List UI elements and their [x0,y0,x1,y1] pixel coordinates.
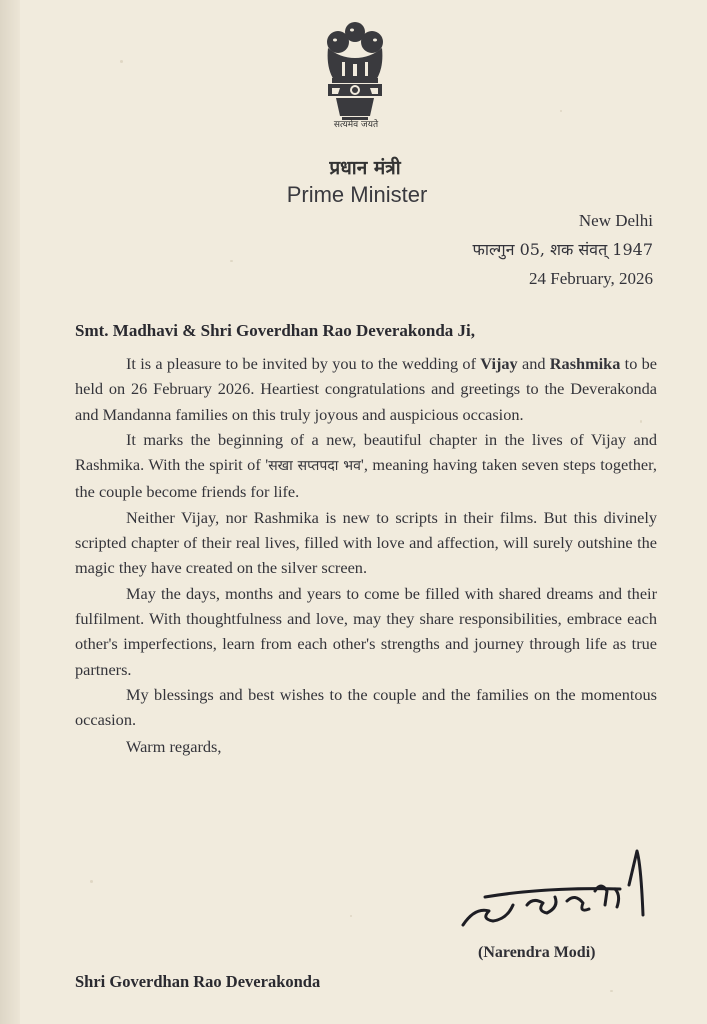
page-left-edge [0,0,20,1024]
recipient-address: Shri Goverdhan Rao Deverakonda [75,972,321,991]
letter-body [75,351,657,760]
paragraph-2-text-a: It marks the beginning of a new, beautiful chapter in the lives of Vijay and Rashmika. With the spirit of ' [75,429,657,475]
paper-speck [120,60,123,63]
letterhead-title-hindi: प्रधान मंत्री [329,157,401,179]
salutation: Smt. Madhavi & Shri Goverdhan Rao Deverakonda Ji, [75,321,475,340]
paragraph-1-text-b: to be held on 26 February 2026. Heartiest congratulations and greetings to the Deverakonda and Mandanna families on this truly joyous and auspicious occasion. [75,354,658,424]
name-rashmika: Rashmika [549,354,621,373]
paper-speck [90,880,93,883]
emblem-motto: सत्यमेव जयते [333,120,379,130]
paragraph-1-text-a: It is a pleasure to be invited by you to the wedding of [126,354,481,373]
dateline-date-hindi: फाल्गुन 05, शक संवत् 1947 [472,240,653,259]
paper-speck [610,990,613,992]
dateline-date-english: 24 February, 2026 [528,269,653,288]
dateline-place: New Delhi [578,211,653,230]
paragraph-1 [75,351,657,427]
paragraph-4: May the days, months and years to come be filled with shared dreams and their fulfilment. With thoughtfulness and love, may they share responsibilities, embrace each other's imperfections, learn from each other's strengths and journey through life as true partners. [75,583,657,679]
signer-name: (Narendra Modi) [478,944,596,961]
paragraph-2-text-b: ', meaning having taken seven steps together, the couple become friends for life. [75,455,657,502]
dateline [472,206,653,293]
paper-speck [350,915,352,917]
handwritten-signature [455,845,660,940]
sanskrit-phrase: सखा सप्तपदा भव [268,458,361,475]
paragraph-1-and: and [517,354,550,373]
paragraph-5: My blessings and best wishes to the couple and the families on the momentous occasion. [75,684,657,730]
name-vijay: Vijay [480,354,518,373]
paragraph-2 [75,427,657,505]
letterhead-title-english: Prime Minister [286,182,428,207]
paragraph-3: Neither Vijay, nor Rashmika is new to scripts in their films. But this divinely scripted chapter of their real lives, filled with love and affection, will surely outshine the magic they have created on the silver screen. [75,507,657,578]
paper-speck [230,260,233,262]
closing: Warm regards, [126,737,222,757]
paper-speck [560,110,562,112]
